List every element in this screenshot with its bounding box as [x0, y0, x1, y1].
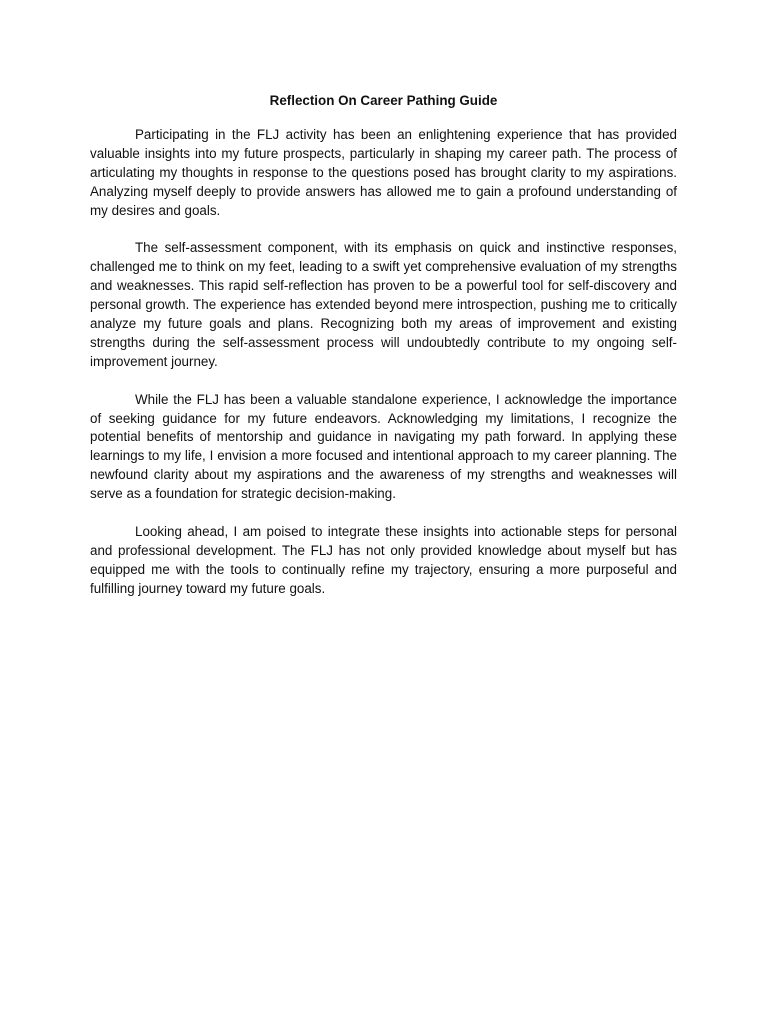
paragraph-3: While the FLJ has been a valuable standalone experience, I acknowledge the importance of seeking guidance for my future endeavors. Acknowledging my limitations, I recognize the potential benefits of mentorship and guidance in navigating my path forward. In applying these learnings to my life, I envision a more focused and intentional approach to my career planning. The newfound clarity about my aspirations and the awareness of my strengths and weaknesses will serve as a foundation for strategic decision-making. — [90, 391, 677, 502]
paragraph-4: Looking ahead, I am poised to integrate these insights into actionable steps for personal and professional development. The FLJ has not only provided knowledge about myself but has equipped me with the tools to continually refine my trajectory, ensuring a more purposeful and fulfilling journey toward my future goals. — [90, 523, 677, 596]
document-title: Reflection On Career Pathing Guide — [269, 93, 498, 108]
paragraph-1: Participating in the FLJ activity has been an enlightening experience that has provided valuable insights into my future prospects, particularly in shaping my career path. The process of articulating my thoughts in response to the questions posed has brought clarity to my aspirations. Analyzing myself deeply to provide answers has allowed me to gain a profound understanding of my desires and goals. — [90, 127, 677, 218]
paragraph-2: The self-assessment component, with its emphasis on quick and instinctive responses, challenged me to think on my feet, leading to a swift yet comprehensive evaluation of my strengths and weaknesses. This rapid self-reflection has proven to be a powerful tool for self-discovery and personal growth. The experience has extended beyond mere introspection, pushing me to critically analyze my future goals and plans. Recognizing both my areas of improvement and existing strengths during the self-assessment process will undoubtedly contribute to my ongoing self-improvement journey. — [90, 240, 677, 369]
document-body — [90, 92, 677, 618]
